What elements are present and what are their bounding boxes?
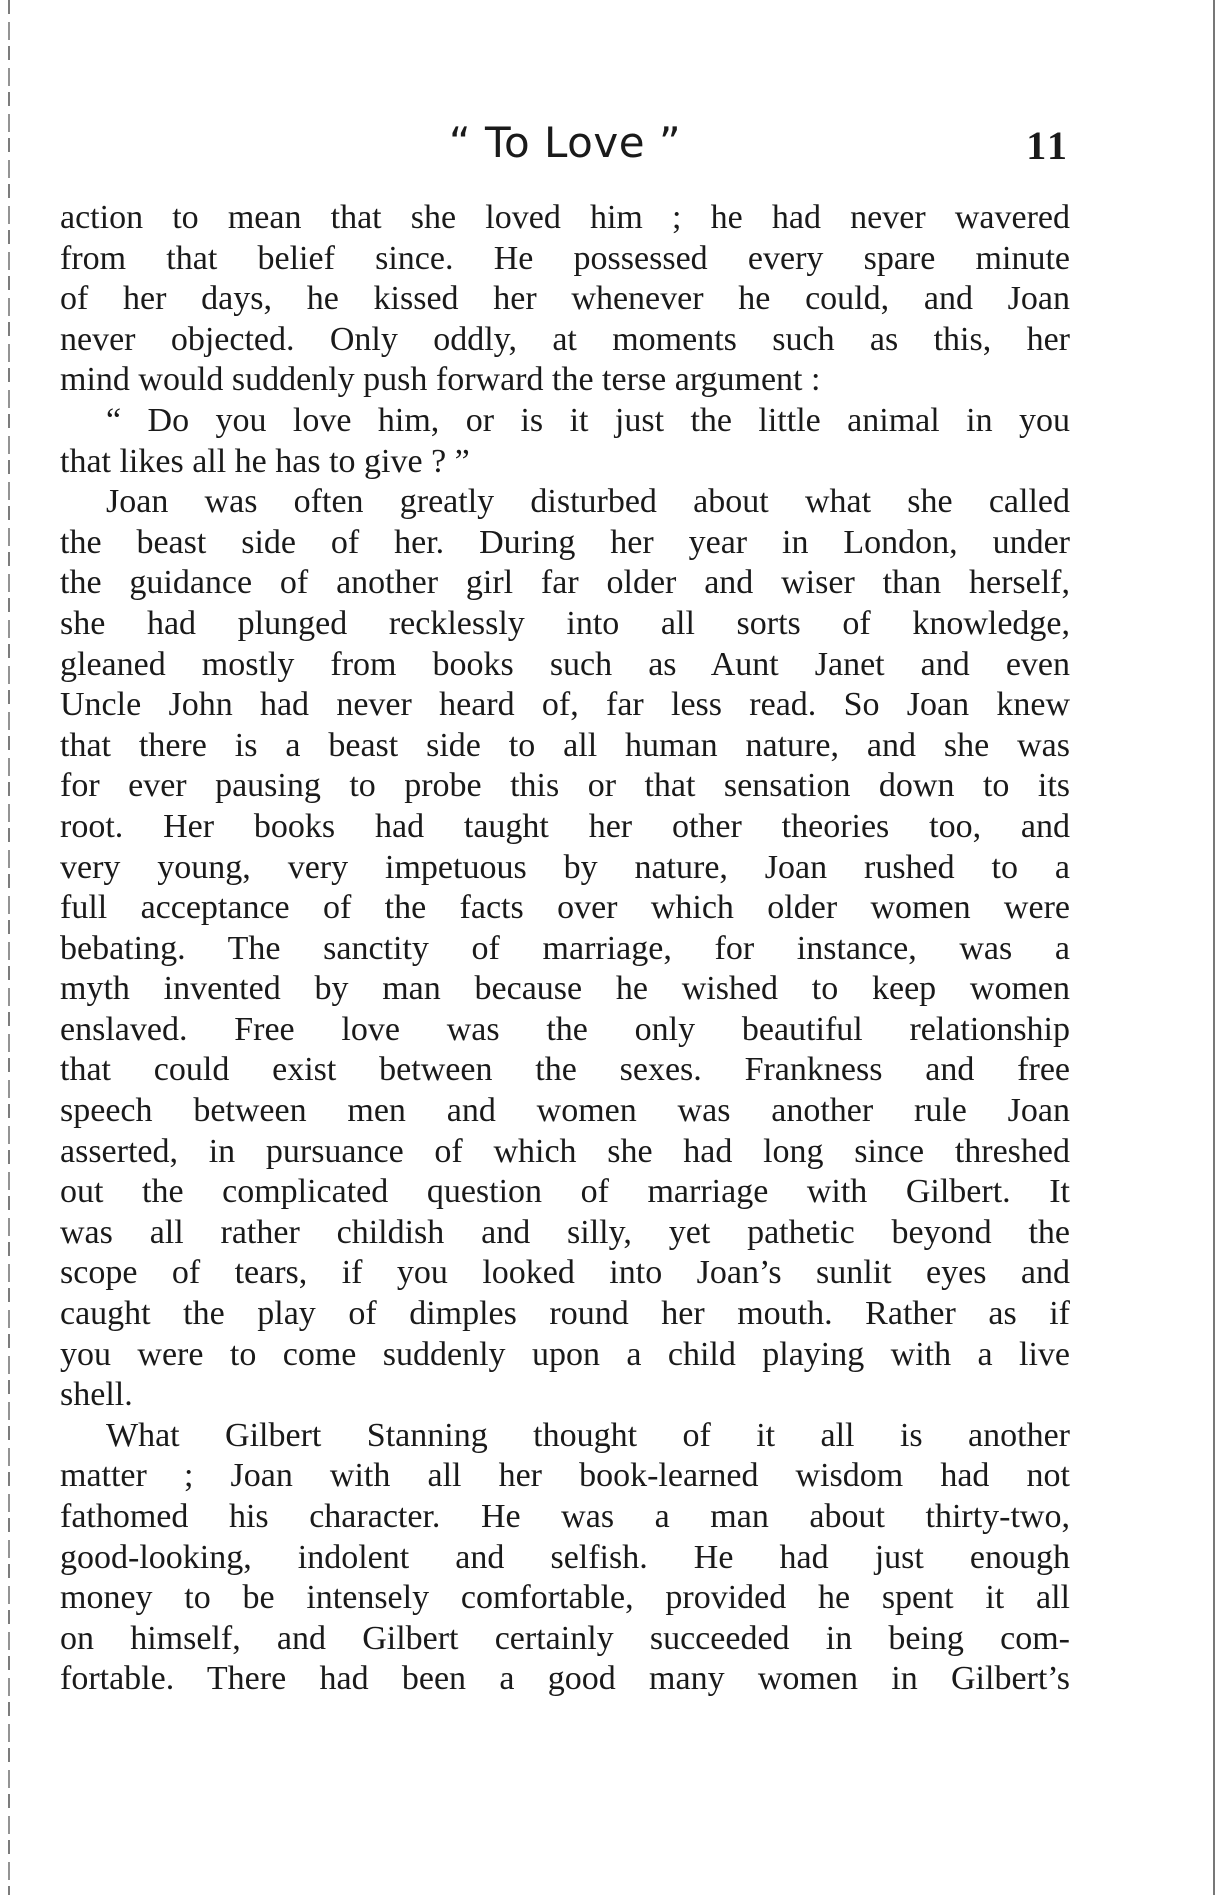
page-header bbox=[60, 118, 1070, 178]
page-edge-right bbox=[1213, 0, 1215, 1895]
text-line: mind would suddenly push forward the terse argument : bbox=[60, 361, 821, 399]
text-line: speech between men and women was another rule Joan bbox=[60, 1092, 1070, 1130]
text-line: full acceptance of the facts over which older women were bbox=[60, 889, 1070, 927]
text-line: good-looking, indolent and selfish. He had just enough bbox=[60, 1538, 1070, 1576]
text-line: the beast side of her. During her year in London, under bbox=[60, 523, 1070, 561]
text-line: you were to come suddenly upon a child playing with a live bbox=[60, 1335, 1070, 1373]
text-line: she had plunged recklessly into all sorts of knowledge, bbox=[60, 604, 1070, 642]
text-line: for ever pausing to probe this or that sensation down to its bbox=[60, 767, 1070, 805]
text-line: fortable. There had been a good many women in Gilbert’s bbox=[60, 1660, 1070, 1698]
text-line: never objected. Only oddly, at moments such as this, her bbox=[60, 320, 1070, 358]
running-title: “ To Love ” bbox=[448, 118, 682, 167]
text-line: money to be intensely comfortable, provided he spent it all bbox=[60, 1579, 1070, 1617]
text-line: myth invented by man because he wished to keep women bbox=[60, 970, 1070, 1008]
text-line: very young, very impetuous by nature, Joan rushed to a bbox=[60, 848, 1070, 886]
text-line: gleaned mostly from books such as Aunt Janet and even bbox=[60, 645, 1070, 683]
text-line: What Gilbert Stanning thought of it all is another bbox=[106, 1416, 1070, 1454]
text-line: from that belief since. He possessed every spare minute bbox=[60, 239, 1070, 277]
text-line: on himself, and Gilbert certainly succeeded in being com- bbox=[60, 1619, 1070, 1657]
text-line: Joan was often greatly disturbed about what she called bbox=[106, 483, 1070, 521]
text-line: shell. bbox=[60, 1376, 133, 1414]
text-line: caught the play of dimples round her mouth. Rather as if bbox=[60, 1295, 1070, 1333]
text-line: bebating. The sanctity of marriage, for instance, was a bbox=[60, 929, 1070, 967]
text-line: that likes all he has to give ? ” bbox=[60, 442, 470, 480]
text-line: Uncle John had never heard of, far less read. So Joan knew bbox=[60, 686, 1070, 724]
text-line: root. Her books had taught her other theories too, and bbox=[60, 807, 1070, 845]
text-line: of her days, he kissed her whenever he could, and Joan bbox=[60, 280, 1070, 318]
page-edge-left bbox=[8, 0, 10, 1895]
text-line: asserted, in pursuance of which she had long since threshed bbox=[60, 1132, 1070, 1170]
text-line: enslaved. Free love was the only beautiful relationship bbox=[60, 1010, 1070, 1048]
text-line: was all rather childish and silly, yet pathetic beyond the bbox=[60, 1213, 1070, 1251]
text-line: the guidance of another girl far older and wiser than herself, bbox=[60, 564, 1070, 602]
text-line: that there is a beast side to all human nature, and she was bbox=[60, 726, 1070, 764]
text-line: that could exist between the sexes. Frankness and free bbox=[60, 1051, 1070, 1089]
text-line: action to mean that she loved him ; he had never wavered bbox=[60, 199, 1070, 236]
text-line: scope of tears, if you looked into Joan’s sunlit eyes and bbox=[60, 1254, 1070, 1292]
body-text bbox=[60, 198, 1070, 1700]
text-line: matter ; Joan with all her book-learned wisdom had not bbox=[60, 1457, 1070, 1495]
text-line: out the complicated question of marriage with Gilbert. It bbox=[60, 1173, 1070, 1211]
text-line: “ Do you love him, or is it just the little animal in you bbox=[106, 401, 1070, 439]
text-line: fathomed his character. He was a man about thirty-two, bbox=[60, 1498, 1070, 1535]
page-number: 11 bbox=[1026, 123, 1070, 168]
